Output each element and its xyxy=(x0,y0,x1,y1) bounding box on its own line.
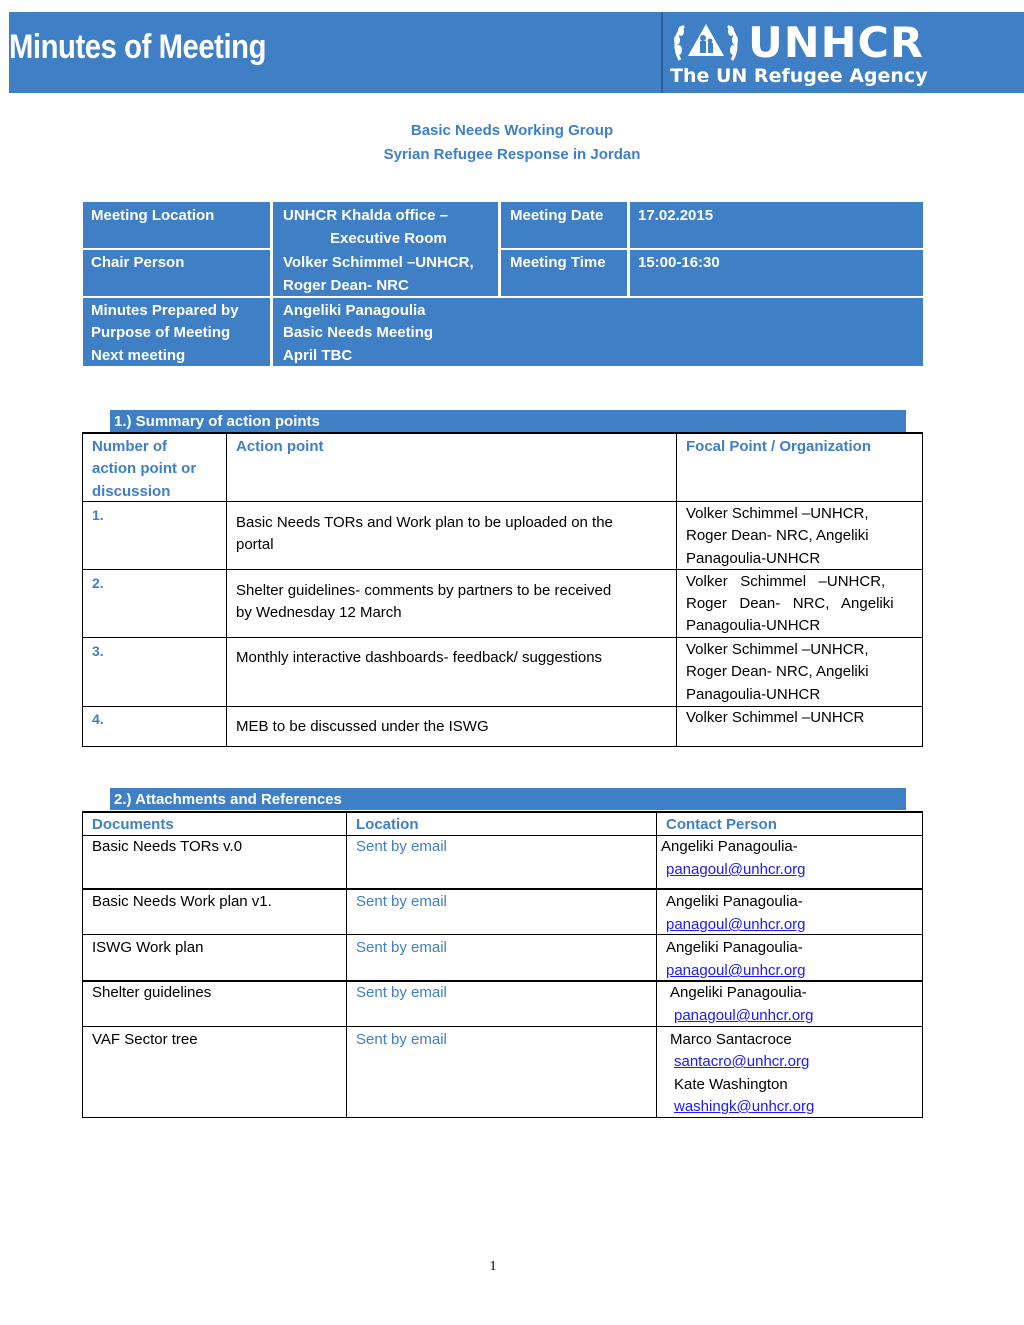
focal-point: Volker Schimmel –UNHCR xyxy=(686,709,865,726)
contact-name: Angeliki Panagoulia- xyxy=(670,984,807,1001)
document-location: Sent by email xyxy=(356,893,447,910)
focal-point-3: Panagoulia-UNHCR xyxy=(686,550,821,567)
table-border xyxy=(82,888,923,890)
action-number: 3. xyxy=(92,643,104,659)
meeting-date-label: Meeting Date xyxy=(510,207,604,224)
document-name: VAF Sector tree xyxy=(92,1031,198,1048)
meeting-time-label: Meeting Time xyxy=(510,254,606,271)
contact-email-link[interactable]: panagoul@unhcr.org xyxy=(666,861,806,878)
next-meeting-value: April TBC xyxy=(283,347,353,364)
section-1-title: 1.) Summary of action points xyxy=(114,413,320,430)
contact-name: Marco Santacroce xyxy=(670,1031,792,1048)
chair-person-value: Volker Schimmel –UNHCR, xyxy=(283,254,474,271)
document-name: Basic Needs TORs v.0 xyxy=(92,838,243,855)
info-divider xyxy=(498,248,923,250)
contact-email-link[interactable]: santacro@unhcr.org xyxy=(674,1053,810,1070)
header-number-3: discussion xyxy=(92,483,171,500)
info-divider xyxy=(270,202,273,366)
document-location: Sent by email xyxy=(356,1031,447,1048)
table-border xyxy=(656,811,657,1118)
document-location: Sent by email xyxy=(356,838,447,855)
focal-point-2: Roger Dean- NRC, Angeliki xyxy=(686,663,869,680)
table-border xyxy=(82,746,923,747)
meeting-location-value-2: Executive Room xyxy=(330,230,447,247)
header-action-point: Action point xyxy=(236,438,324,455)
meeting-location-value: UNHCR Khalda office – xyxy=(283,207,449,224)
action-number: 4. xyxy=(92,711,104,727)
document-name: ISWG Work plan xyxy=(92,939,204,956)
focal-point: Volker Schimmel –UNHCR, xyxy=(686,505,869,522)
header-number-2: action point or xyxy=(92,460,197,477)
document-name: Basic Needs Work plan v1. xyxy=(92,893,272,910)
action-text-2: by Wednesday 12 March xyxy=(236,604,402,621)
action-text: Basic Needs TORs and Work plan to be uploaded on the xyxy=(236,514,613,531)
contact-name: Angeliki Panagoulia- xyxy=(666,939,803,956)
contact-name: Angeliki Panagoulia- xyxy=(666,893,803,910)
header-location: Location xyxy=(356,816,419,833)
purpose-label: Purpose of Meeting xyxy=(91,324,231,341)
header-documents: Documents xyxy=(92,816,174,833)
action-text: Shelter guidelines- comments by partners to be received xyxy=(236,582,612,599)
focal-point-2: Roger Dean- NRC, Angeliki xyxy=(686,527,869,544)
contact-name-2: Kate Washington xyxy=(674,1076,788,1093)
table-border xyxy=(676,432,677,747)
minutes-prepared-value: Angeliki Panagoulia xyxy=(283,302,426,319)
focal-point-2: Roger Dean- NRC, Angeliki xyxy=(686,595,894,612)
contact-email-link-2[interactable]: washingk@unhcr.org xyxy=(674,1098,815,1115)
action-number: 2. xyxy=(92,575,104,591)
contact-email-link[interactable]: panagoul@unhcr.org xyxy=(666,916,806,933)
meeting-location-label: Meeting Location xyxy=(91,207,215,224)
contact-name: Angeliki Panagoulia- xyxy=(661,838,798,855)
subtitle-line-1: Basic Needs Working Group xyxy=(410,122,614,139)
subtitle-line-2: Syrian Refugee Response in Jordan xyxy=(383,146,641,163)
action-number: 1. xyxy=(92,507,104,523)
header-number: Number of xyxy=(92,438,167,455)
table-border xyxy=(82,432,923,434)
header-focal-point: Focal Point / Organization xyxy=(686,438,872,455)
section-2-title: 2.) Attachments and References xyxy=(114,791,342,808)
page-number: 1 xyxy=(489,1259,497,1274)
table-border xyxy=(346,811,347,1118)
table-border xyxy=(82,432,83,747)
focal-point: Volker Schimmel –UNHCR, xyxy=(686,573,886,590)
table-border xyxy=(82,501,923,502)
focal-point-3: Panagoulia-UNHCR xyxy=(686,617,821,634)
chair-person-label: Chair Person xyxy=(91,254,185,271)
focal-point-3: Panagoulia-UNHCR xyxy=(686,686,821,703)
table-border xyxy=(922,811,923,1118)
table-border xyxy=(82,811,83,1118)
banner-divider xyxy=(661,12,663,93)
action-text-2: portal xyxy=(236,536,274,553)
document-location: Sent by email xyxy=(356,939,447,956)
contact-email-link[interactable]: panagoul@unhcr.org xyxy=(666,962,806,979)
info-divider xyxy=(83,248,273,250)
purpose-value: Basic Needs Meeting xyxy=(283,324,434,341)
next-meeting-label: Next meeting xyxy=(91,347,186,364)
info-divider xyxy=(83,296,923,298)
logo-tagline: The UN Refugee Agency xyxy=(670,65,928,87)
chair-person-value-2: Roger Dean- NRC xyxy=(283,277,409,294)
action-text: MEB to be discussed under the ISWG xyxy=(236,718,489,735)
focal-point: Volker Schimmel –UNHCR, xyxy=(686,641,869,658)
document-title: Minutes of Meeting xyxy=(9,28,267,66)
contact-email-link[interactable]: panagoul@unhcr.org xyxy=(674,1007,814,1024)
header-contact-person: Contact Person xyxy=(666,816,777,833)
table-border xyxy=(226,432,227,747)
meeting-date-value: 17.02.2015 xyxy=(638,207,714,224)
action-text: Monthly interactive dashboards- feedback/ suggestions xyxy=(236,649,603,666)
document-name: Shelter guidelines xyxy=(92,984,212,1001)
table-border xyxy=(922,432,923,747)
table-border xyxy=(82,811,923,813)
logo-wordmark: UNHCR xyxy=(748,18,925,67)
document-location: Sent by email xyxy=(356,984,447,1001)
meeting-time-value: 15:00-16:30 xyxy=(638,254,720,271)
unhcr-emblem-icon xyxy=(670,20,742,66)
minutes-prepared-label: Minutes Prepared by xyxy=(91,302,239,319)
